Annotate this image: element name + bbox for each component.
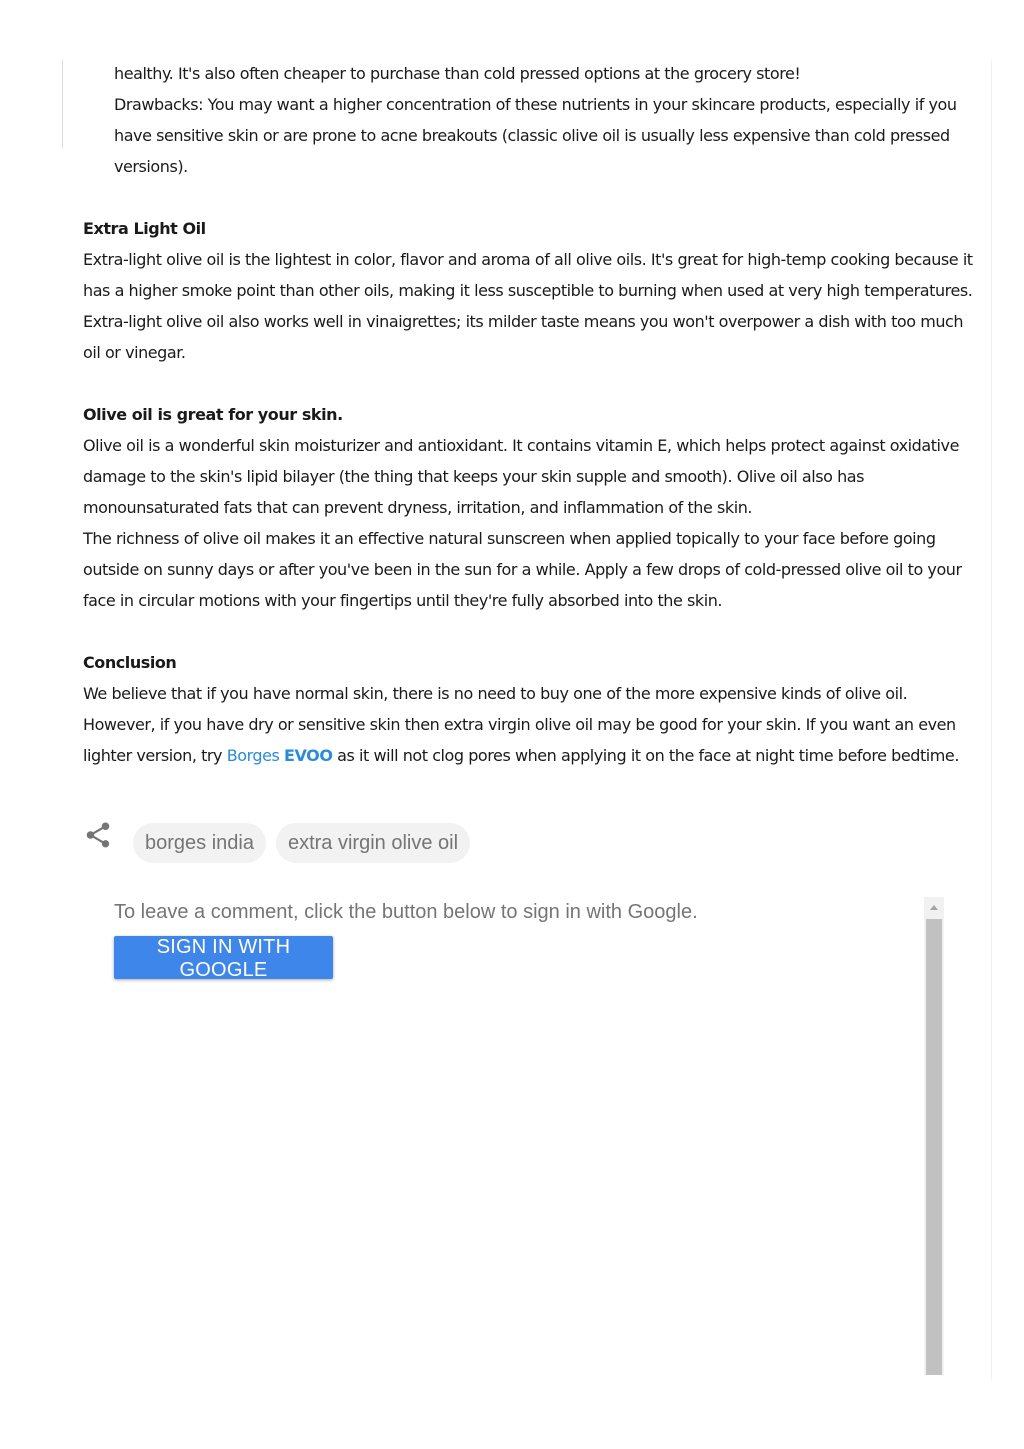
intro-line: healthy. It's also often cheaper to purchase than cold pressed options at the grocery store! bbox=[114, 64, 801, 83]
conclusion-text-end: as it will not clog pores when applying it on the face at night time before bedtime. bbox=[332, 746, 959, 765]
label-chip-borges-india[interactable]: borges india bbox=[133, 823, 266, 863]
section-conclusion bbox=[83, 647, 978, 771]
intro-block bbox=[83, 58, 978, 182]
conclusion-text: We believe that if you have normal skin, there is no need to buy one of the more expensive kinds of olive oil. However, if you have dry or sensitive skin then extra virgin olive oil may be good for your skin. If you want an even lighter version, try bbox=[83, 684, 956, 765]
right-border-line bbox=[991, 60, 992, 1380]
comment-prompt: To leave a comment, click the button below to sign in with Google. bbox=[114, 901, 698, 923]
article-body bbox=[83, 58, 978, 771]
label-chip-extra-virgin-olive-oil[interactable]: extra virgin olive oil bbox=[276, 823, 470, 863]
comments-frame bbox=[114, 897, 944, 1375]
scrollbar-thumb[interactable] bbox=[926, 919, 942, 1375]
evoo-link[interactable]: EVOO bbox=[284, 746, 333, 765]
left-border-line bbox=[62, 60, 63, 148]
scroll-up-arrow-icon[interactable] bbox=[924, 897, 944, 917]
section-skin bbox=[83, 399, 978, 616]
conclusion-paragraph bbox=[83, 678, 978, 771]
conclusion-heading: Conclusion bbox=[83, 653, 177, 672]
borges-link[interactable]: Borges bbox=[226, 746, 280, 765]
sign-in-with-google-button[interactable]: SIGN IN WITH GOOGLE bbox=[114, 936, 333, 979]
drawbacks-paragraph: Drawbacks: You may want a higher concentration of these nutrients in your skincare products, especially if you have sensitive skin or are prone to acne breakouts (classic olive oil is usually less expensive than cold pressed versions). bbox=[114, 95, 957, 176]
section-paragraph: Extra-light olive oil is the lightest in color, flavor and aroma of all olive oils. It's great for high-temp cooking because it has a higher smoke point than other oils, making it less susceptible to burning when used at very high temperatures. Extra-light olive oil also works well in vinaigrettes; its milder taste means you won't overpower a dish with too much oil or vinegar. bbox=[83, 250, 973, 362]
comments-scrollbar[interactable] bbox=[924, 897, 944, 1375]
post-labels-row bbox=[83, 820, 480, 866]
section-paragraph: The richness of olive oil makes it an effective natural sunscreen when applied topically to your face before going outside on sunny days or after you've been in the sun for a while. Apply a few drops of cold-pressed olive oil to your face in circular motions with your fingertips until they're fully absorbed into the skin. bbox=[83, 529, 962, 610]
section-heading: Olive oil is great for your skin. bbox=[83, 405, 343, 424]
section-extra-light-oil bbox=[83, 213, 978, 368]
section-paragraph: Olive oil is a wonderful skin moisturizer and antioxidant. It contains vitamin E, which helps protect against oxidative damage to the skin's lipid bilayer (the thing that keeps your skin supple and smooth). Olive oil also has monounsaturated fats that can prevent dryness, irritation, and inflammation of the skin. bbox=[83, 436, 959, 517]
share-icon[interactable] bbox=[83, 820, 113, 850]
section-heading: Extra Light Oil bbox=[83, 219, 206, 238]
